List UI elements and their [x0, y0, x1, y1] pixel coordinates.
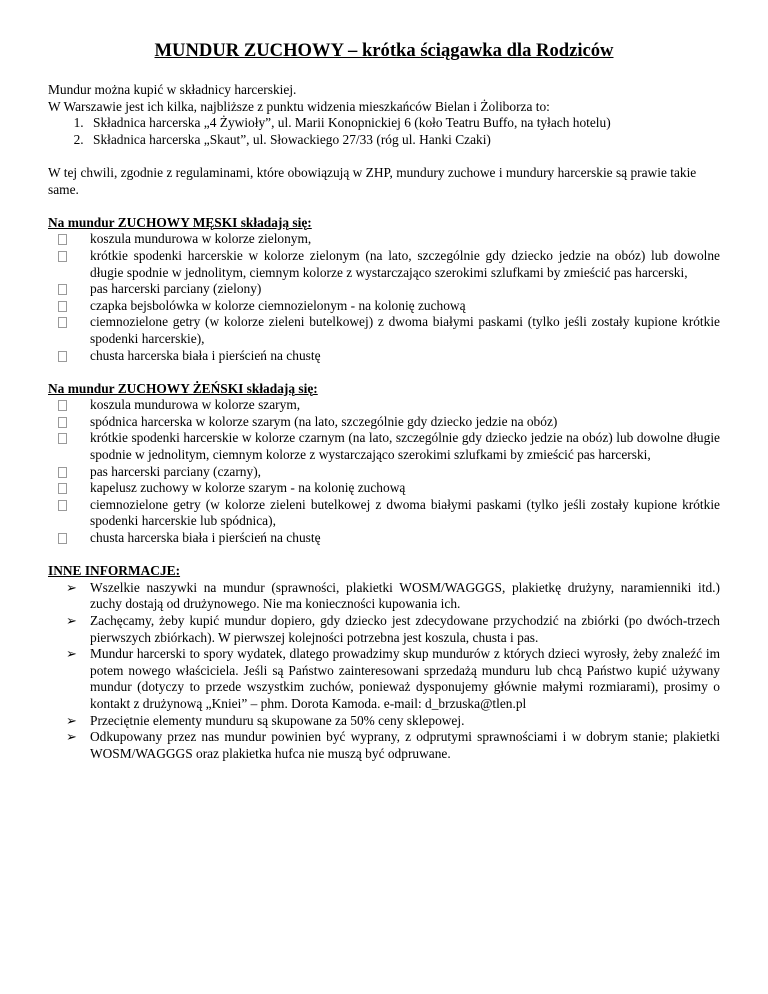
list-item	[48, 530, 720, 547]
list-item	[48, 480, 720, 497]
list-item	[48, 248, 720, 281]
list-item	[48, 646, 720, 712]
female-heading: Na mundur ZUCHOWY ŻEŃSKI składają się:	[48, 380, 318, 396]
list-item	[48, 497, 720, 530]
checkbox-bullet-icon	[58, 351, 67, 362]
list-item-text: chusta harcerska biała i pierścień na chustę	[90, 347, 321, 363]
list-item-text: ciemnozielone getry (w kolorze zieleni butelkowej z dwoma białymi paskami (tylko jeśli zostały kupione krótkie spodenki harcerskie lub spódnica),	[90, 496, 720, 529]
list-item-text: pas harcerski parciany (zielony)	[90, 281, 262, 297]
list-item	[48, 580, 720, 613]
checkbox-bullet-icon	[58, 533, 67, 544]
other-info-list	[48, 580, 720, 763]
other-heading: INNE INFORMACJE:	[48, 563, 181, 579]
list-item	[48, 298, 720, 315]
list-item-text: Wszelkie naszywki na mundur (sprawności, plakietki WOSM/WAGGGS, plakietkę drużyny, naramienniki itd.) zuchy dostają od drużynowego. Nie ma konieczności kupowania ich.	[90, 579, 720, 612]
list-item-text: Przeciętnie elementy munduru są skupowane za 50% ceny sklepowej.	[90, 712, 465, 728]
list-item	[48, 729, 720, 762]
list-item-text: krótkie spodenki harcerskie w kolorze czarnym (na lato, szczególnie gdy dziecko jedzie na obóz) lub dowolne długie spodnie w jednolitym, ciemnym kolorze z wystarczająco szerokimi szlufkami by zmieścić pas harcerski,	[90, 430, 720, 463]
checkbox-bullet-icon	[58, 251, 67, 262]
list-item	[48, 281, 720, 298]
checkbox-bullet-icon	[58, 433, 67, 444]
male-uniform-section	[48, 215, 720, 364]
list-item-text: ciemnozielone getry (w kolorze zieleni butelkowej) z dwoma białymi paskami (tylko jeśli zostały kupione krótkie spodenki harcerskie),	[90, 314, 720, 346]
arrow-bullet-icon: ➢	[66, 647, 77, 663]
female-uniform-section	[48, 381, 720, 547]
list-item-text: krótkie spodenki harcerskie w kolorze zielonym (na lato, szczególnie gdy dziecko jedzie na obóz) lub dowolne długie spodnie w jednolitym, ciemnym kolorze z wystarczająco szerokimi szlufkami by zmieścić pas harcerski,	[90, 247, 720, 280]
list-item	[48, 613, 720, 646]
list-item-text: Zachęcamy, żeby kupić mundur dopiero, gdy dziecko jest zdecydowane przychodzić na zbiórki (po dwóch-trzech pierwszych zbiórkach). W pierwszej kolejności potrzebna jest koszula, chusta i pas.	[90, 613, 720, 645]
checkbox-bullet-icon	[58, 500, 67, 511]
list-item	[48, 713, 720, 730]
list-item-text: chusta harcerska biała i pierścień na chustę	[90, 530, 321, 546]
shop-list	[48, 115, 720, 148]
list-item	[48, 348, 720, 365]
list-item	[48, 464, 720, 481]
list-item	[48, 397, 720, 414]
list-item-text: Mundur harcerski to spory wydatek, dlatego prowadzimy skup mundurów z których dzieci wyrosły, żeby znaleźć im potem nowego właściciela. Jeśli są Państwo zainteresowani sprzedażą munduru lub chcą Państwo kupić używany mundur (dotyczy to przede wszystkim zuchów, ponieważ dysponujemy głównie małymi rozmiarami), prosimy o kontakt z drużynową „Kniei” – phm. Dorota Kamoda. e-mail: d_brzuska@tlen.pl	[90, 646, 720, 711]
list-item	[48, 414, 720, 431]
female-items-list	[48, 397, 720, 546]
other-info-section	[48, 563, 720, 762]
checkbox-bullet-icon	[58, 400, 67, 411]
shop-item: 1. Składnica harcerska „4 Żywioły”, ul. Marii Konopnickiej 6 (koło Teatru Buffo, na tyłach hotelu)	[87, 115, 720, 132]
checkbox-bullet-icon	[58, 234, 67, 245]
male-heading: Na mundur ZUCHOWY MĘSKI składają się:	[48, 214, 312, 230]
list-item-text: pas harcerski parciany (czarny),	[90, 463, 262, 479]
list-item-text: koszula mundurowa w kolorze szarym,	[90, 397, 301, 413]
list-item	[48, 314, 720, 347]
arrow-bullet-icon: ➢	[66, 713, 77, 729]
list-item-text: Odkupowany przez nas mundur powinien być wyprany, z odprutymi sprawnościami i w dobrym stanie; plakietki WOSM/WAGGGS oraz plakietka hufca nie muszą być odpruwane.	[90, 729, 720, 761]
list-item-text: spódnica harcerska w kolorze szarym (na lato, szczególnie gdy dziecko jedzie na obóz)	[90, 413, 558, 429]
checkbox-bullet-icon	[58, 467, 67, 478]
list-item	[48, 231, 720, 248]
checkbox-bullet-icon	[58, 483, 67, 494]
arrow-bullet-icon: ➢	[66, 614, 77, 629]
rules-paragraph: W tej chwili, zgodnie z regulaminami, które obowiązują w ZHP, mundury zuchowe i mundury harcerskie są prawie takie same.	[48, 164, 697, 197]
arrow-bullet-icon: ➢	[66, 580, 77, 596]
list-item-text: kapelusz zuchowy w kolorze szarym - na kolonię zuchową	[90, 480, 406, 496]
shop-item: 2. Składnica harcerska „Skaut”, ul. Słowackiego 27/33 (róg ul. Hanki Czaki)	[87, 132, 720, 149]
male-items-list	[48, 231, 720, 364]
list-item-text: koszula mundurowa w kolorze zielonym,	[90, 231, 312, 247]
page-title: MUNDUR ZUCHOWY – krótka ściągawka dla Rodziców	[154, 40, 614, 61]
checkbox-bullet-icon	[58, 301, 67, 312]
intro-section	[48, 82, 720, 198]
document-page	[48, 40, 720, 762]
intro-line-2: W Warszawie jest ich kilka, najbliższe z punktu widzenia mieszkańców Bielan i Żoliborza to:	[48, 98, 550, 114]
list-item	[48, 430, 720, 463]
arrow-bullet-icon: ➢	[66, 730, 77, 746]
checkbox-bullet-icon	[58, 284, 67, 295]
list-item-text: czapka bejsbolówka w kolorze ciemnozielonym - na kolonię zuchową	[90, 297, 466, 313]
checkbox-bullet-icon	[58, 317, 67, 328]
checkbox-bullet-icon	[58, 417, 67, 428]
intro-line-1: Mundur można kupić w składnicy harcerskiej.	[48, 82, 297, 97]
